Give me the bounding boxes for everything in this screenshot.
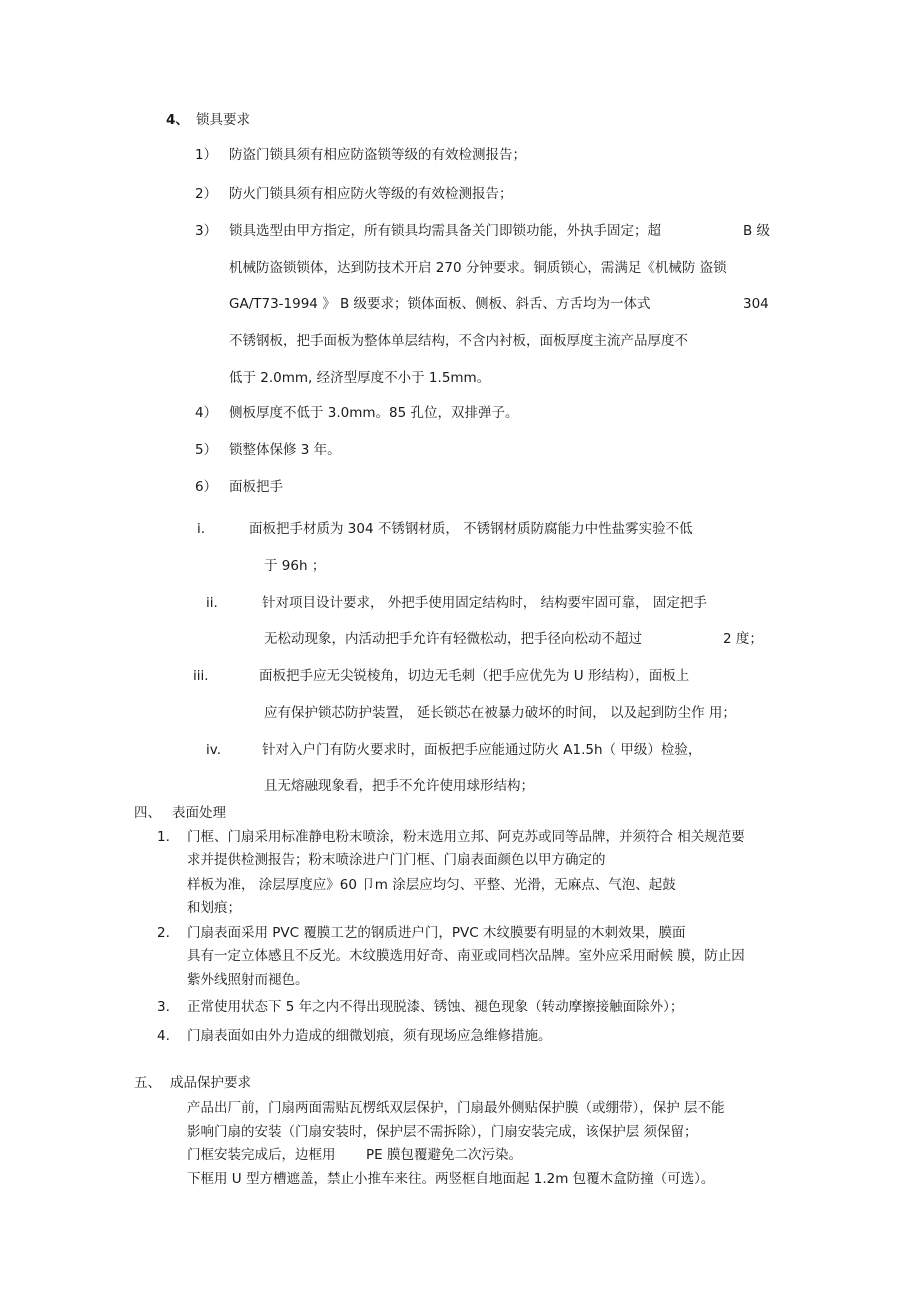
item-text: 锁具选型由甲方指定，所有锁具均需具备关门即锁功能，外执手固定；超 bbox=[229, 223, 661, 239]
section-number: 五、 bbox=[134, 1075, 161, 1091]
paragraph-line: 影响门扇的安装（门扇安装时，保护层不需拆除），门扇安装完成，该保护层 须保留； bbox=[187, 1124, 698, 1140]
paragraph-line: 门框安装完成后，边框用 bbox=[187, 1147, 336, 1163]
section-title: 表面处理 bbox=[172, 805, 226, 821]
item-number: 4） bbox=[195, 405, 218, 421]
item-text: 不锈钢板，把手面板为整体单层结构，不含内衬板，面板厚度主流产品厚度不 bbox=[229, 333, 688, 349]
section-number: 四、 bbox=[134, 805, 161, 821]
item-text: 门扇表面如由外力造成的细微划痕，须有现场应急维修措施。 bbox=[187, 1028, 552, 1044]
paragraph-line: 产品出厂前，门扇两面需贴瓦楞纸双层保护，门扇最外侧贴保护膜（或绷带），保护 层不能 bbox=[187, 1100, 725, 1116]
item-text: 锁整体保修 3 年。 bbox=[229, 442, 341, 458]
item-text: 机械防盗锁锁体，达到防技术开启 270 分钟要求。铜质锁心，需满足《机械防 盗锁 bbox=[229, 260, 727, 276]
item-text: 和划痕； bbox=[187, 900, 241, 916]
paragraph-line: 下框用 U 型方槽遮盖，禁止小推车来往。两竖框自地面起 1.2m 包覆木盒防撞（可选）。 bbox=[187, 1171, 715, 1187]
item-text: 面板把手 bbox=[229, 479, 283, 495]
section-title: 成品保护要求 bbox=[170, 1075, 251, 1091]
item-number: 3） bbox=[195, 223, 218, 239]
item-text: 防火门锁具须有相应防火等级的有效检测报告； bbox=[229, 186, 513, 202]
item-text: 无松动现象，内活动把手允许有轻微松动，把手径向松动不超过 bbox=[264, 631, 642, 647]
item-number: 4. bbox=[157, 1028, 170, 1044]
roman-number: iii. bbox=[193, 668, 209, 684]
item-text: 防盗门锁具须有相应防盗锁等级的有效检测报告； bbox=[229, 147, 526, 163]
roman-number: ii. bbox=[206, 595, 218, 611]
item-text: 低于 2.0mm, 经济型厚度不小于 1.5mm。 bbox=[229, 370, 491, 386]
item-text: 应有保护锁芯防护装置， 延长锁芯在被暴力破坏的时间， 以及起到防尘作 用； bbox=[264, 705, 736, 721]
item-text: 且无熔融现象看，把手不允许使用球形结构； bbox=[264, 778, 534, 794]
section-number: 4、 bbox=[166, 112, 189, 128]
item-number: 3. bbox=[157, 999, 170, 1015]
item-number: 1） bbox=[195, 147, 218, 163]
paragraph-line: PE 膜包覆避免二次污染。 bbox=[366, 1147, 522, 1163]
item-text: 面板把手材质为 304 不锈钢材质， 不锈钢材质防腐能力中性盐雾实验不低 bbox=[249, 521, 693, 537]
item-text: 门扇表面采用 PVC 覆膜工艺的钢质进户门，PVC 木纹膜要有明显的木刺效果，膜面 bbox=[187, 925, 686, 941]
item-text: B 级 bbox=[743, 223, 771, 239]
section-title: 锁具要求 bbox=[196, 112, 250, 128]
item-text: 正常使用状态下 5 年之内不得出现脱漆、锈蚀、褪色现象（转动摩擦接触面除外）； bbox=[187, 999, 684, 1015]
item-text: 门框、门扇采用标准静电粉末喷涂，粉末选用立邦、阿克苏或同等品牌，并须符合 相关规范要 bbox=[187, 829, 745, 845]
item-number: 2. bbox=[157, 925, 170, 941]
item-text: 样板为准， 涂层厚度应》60 卩m 涂层应均匀、平整、光滑，无麻点、气泡、起鼓 bbox=[187, 877, 676, 893]
item-number: 1. bbox=[157, 829, 170, 845]
item-text: 侧板厚度不低于 3.0mm。85 孔位，双排弹子。 bbox=[229, 405, 519, 421]
item-text: GA/T73-1994 》 B 级要求；锁体面板、侧板、斜舌、方舌均为一体式 bbox=[229, 296, 651, 312]
item-number: 2） bbox=[195, 186, 218, 202]
item-text: 紫外线照射而褪色。 bbox=[187, 972, 309, 988]
item-text: 针对入户门有防火要求时，面板把手应能通过防火 A1.5h（ 甲级）检验， bbox=[262, 742, 702, 758]
roman-number: iv. bbox=[206, 742, 221, 758]
roman-number: i. bbox=[197, 521, 206, 537]
item-text: 面板把手应无尖锐棱角，切边无毛刺（把手应优先为 U 形结构），面板上 bbox=[259, 668, 690, 684]
item-text: 求并提供检测报告；粉末喷涂进户门门框、门扇表面颜色以甲方确定的 bbox=[187, 852, 606, 868]
item-text: 2 度； bbox=[723, 631, 763, 647]
item-text: 针对项目设计要求， 外把手使用固定结构时， 结构要牢固可靠， 固定把手 bbox=[262, 595, 707, 611]
item-number: 5） bbox=[195, 442, 218, 458]
item-text: 于 96h ； bbox=[264, 558, 326, 574]
item-text: 304 bbox=[743, 296, 769, 312]
item-number: 6） bbox=[195, 479, 218, 495]
item-text: 具有一定立体感且不反光。木纹膜选用好奇、南亚或同档次品牌。室外应采用耐候 膜，防止因 bbox=[187, 948, 745, 964]
